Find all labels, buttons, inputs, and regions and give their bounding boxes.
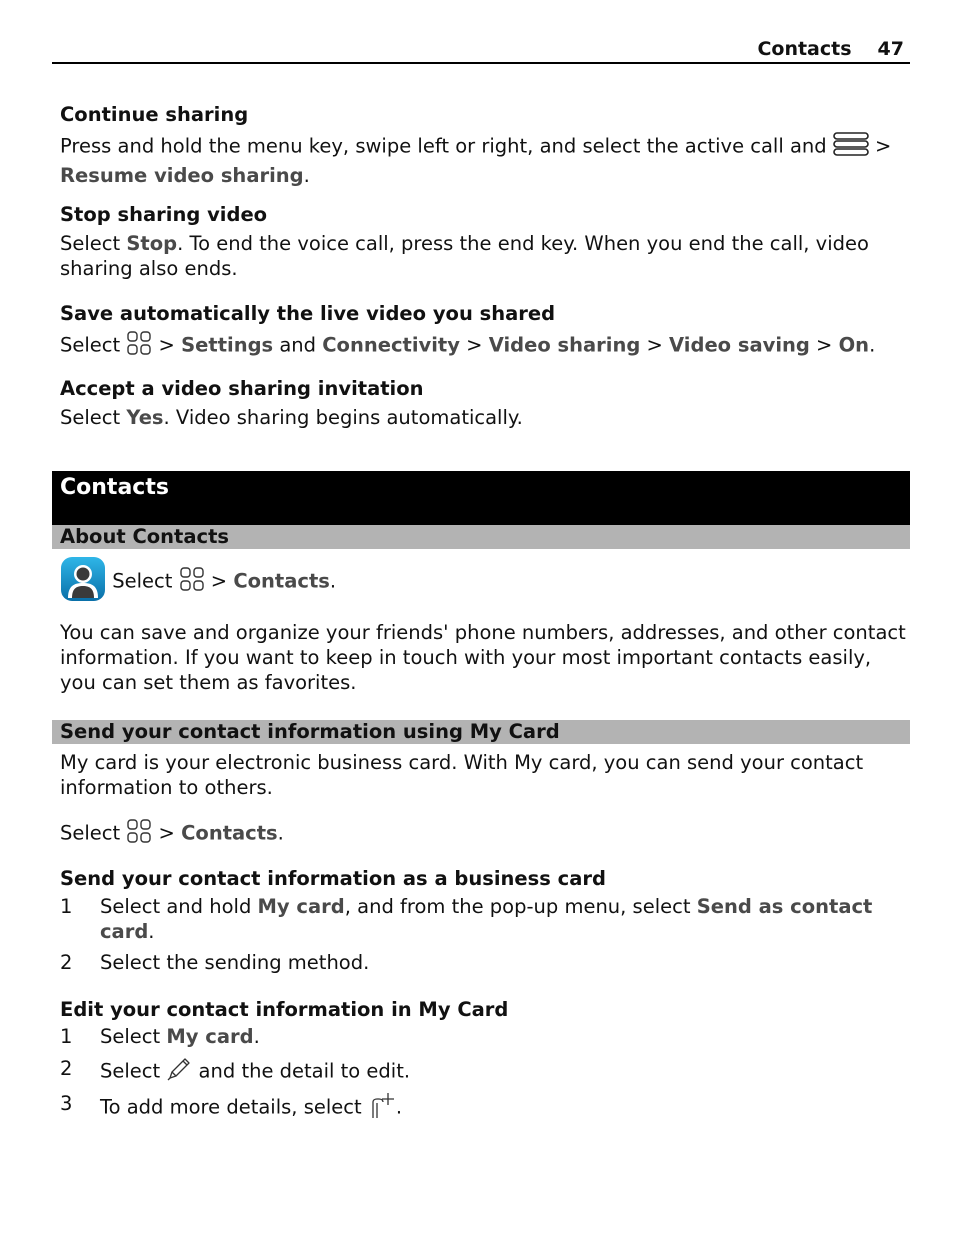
chapter-title: Contacts (60, 475, 169, 500)
menu-options-icon (833, 131, 869, 163)
continue-sharing-text: Press and hold the menu key, swipe left or right, and select the active call and > Resume video sharing. (60, 131, 910, 188)
continue-sharing-heading: Continue sharing (60, 103, 249, 126)
connectivity-option[interactable]: Connectivity (322, 333, 460, 357)
my-card-select-line: Select > Contacts. (60, 818, 910, 850)
accept-invitation-heading: Accept a video sharing invitation (60, 377, 424, 400)
header-section-title: Contacts (757, 38, 852, 60)
contacts-app-icon (60, 556, 106, 608)
step-text: Select My card. (100, 1025, 260, 1048)
pencil-edit-icon (166, 1056, 192, 1088)
yes-option[interactable]: Yes (126, 406, 164, 429)
step-number: 1 (60, 1025, 73, 1048)
video-sharing-option[interactable]: Video sharing (488, 333, 641, 357)
stop-sharing-text: Select Stop. To end the voice call, press the end key. When you end the call, video sharing also ends. (60, 232, 869, 280)
add-detail-icon (368, 1091, 396, 1125)
video-saving-option[interactable]: Video saving (669, 333, 810, 357)
about-contacts-select-line: Select > Contacts. (60, 556, 910, 608)
step-number: 2 (60, 951, 73, 974)
step-text: Select and hold My card, and from the pop-up menu, select Send as contact card. (100, 895, 873, 943)
step-text: To add more details, select . (100, 1091, 910, 1125)
save-automatically-section (60, 301, 910, 362)
list-item (60, 1024, 910, 1049)
step-number: 2 (60, 1057, 73, 1080)
my-card-heading-bar (52, 720, 910, 744)
resume-video-sharing-option[interactable]: Resume video sharing (60, 164, 304, 187)
edit-my-card-heading: Edit your contact information in My Card (60, 998, 509, 1021)
step-number: 1 (60, 895, 73, 918)
on-option[interactable]: On (838, 333, 870, 357)
business-card-heading: Send your contact information as a business card (60, 867, 606, 890)
send-as-contact-card-option[interactable]: Send as contact card (100, 895, 873, 943)
page-number: 47 (877, 38, 904, 60)
continue-sharing-section (60, 102, 910, 188)
step-number: 3 (60, 1092, 73, 1115)
about-contacts-heading-bar (52, 525, 910, 549)
contacts-option[interactable]: Contacts (233, 569, 330, 593)
my-card-heading: Send your contact information using My Card (60, 720, 560, 743)
stop-option[interactable]: Stop (126, 232, 178, 255)
save-automatically-heading: Save automatically the live video you shared (60, 302, 556, 325)
list-item (60, 1056, 910, 1084)
list-item (60, 1091, 910, 1119)
list-item (60, 950, 910, 975)
step-text: Select and the detail to edit. (100, 1056, 910, 1088)
save-automatically-text: Select > Settings and Connectivity > Video sharing > Video saving > On. (60, 330, 910, 362)
app-menu-grid-icon (126, 330, 152, 362)
page-header (52, 36, 910, 64)
accept-invitation-section (60, 376, 910, 430)
settings-option[interactable]: Settings (181, 333, 274, 357)
my-card-option[interactable]: My card (166, 1025, 254, 1048)
step-text: Select the sending method. (100, 951, 370, 974)
accept-invitation-text: Select Yes. Video sharing begins automatically. (60, 406, 523, 429)
chapter-title-band (52, 471, 910, 525)
app-menu-grid-icon (179, 566, 205, 598)
about-contacts-heading: About Contacts (60, 525, 229, 548)
contacts-option[interactable]: Contacts (181, 821, 278, 845)
list-item (60, 894, 910, 944)
stop-sharing-section (60, 202, 910, 281)
app-menu-grid-icon (126, 818, 152, 850)
my-card-paragraph: My card is your electronic business card. With My card, you can send your contact information to others. (60, 751, 864, 799)
stop-sharing-heading: Stop sharing video (60, 203, 268, 226)
my-card-option[interactable]: My card (257, 895, 345, 918)
about-contacts-paragraph: You can save and organize your friends' phone numbers, addresses, and other contact information. If you want to keep in touch with your most important contacts easily, you can set them as favorites. (60, 621, 906, 694)
